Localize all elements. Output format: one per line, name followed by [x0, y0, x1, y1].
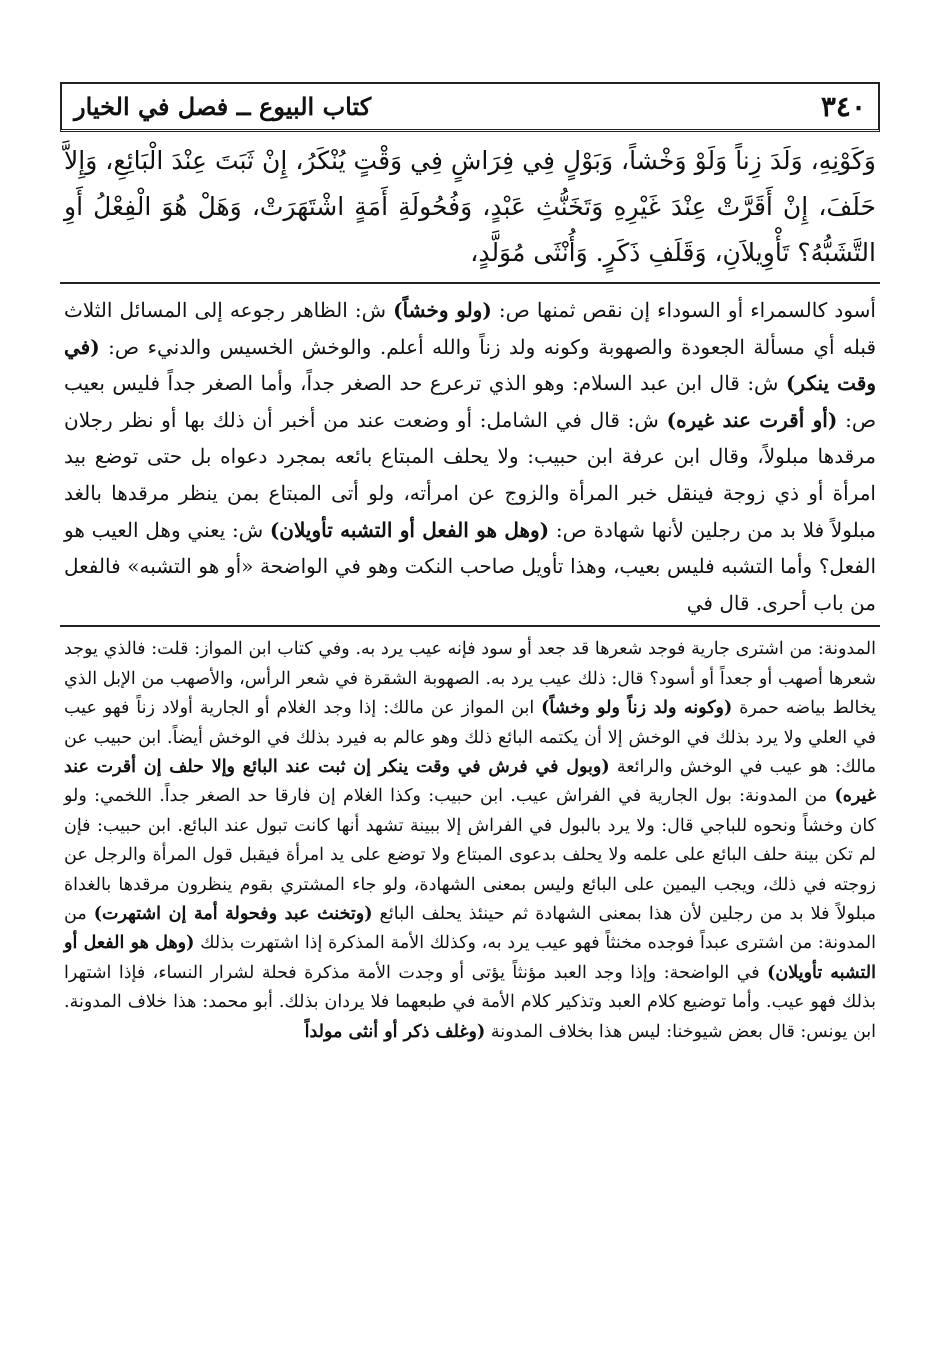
footnote-text: من المدونة: من اشترى عبداً فوجده مخنثاً فهو عيب يرد به، وكذلك الأمة المذكرة إذا اشتهرت بذلك [64, 904, 876, 954]
commentary-quote: (وهل هو الفعل أو التشبه تأويلان) [269, 517, 550, 542]
running-title: كتاب البيوع ــ فصل في الخيار [74, 92, 372, 121]
footnote-text: ابن المواز عن مالك: إذا وجد الغلام أو الجارية أولاد زناً فهو عيب في العلي ولا يرد بذلك في الوخش إلا أن يكتمه البائع ذلك وهو عالم به فيرد بذلك في الوخش أيضاً. ابن حبيب عن مالك: هو عيب في الوخش والرائعة [64, 698, 876, 777]
main-text-paragraph: وَكَوْنِهِ، وَلَدَ زِناً وَلَوْ وَخْشاً، وَبَوْلٍ فِي فِرَاشٍ فِي وَقْتٍ يُنْكَرُ، إِنْ ثَبَتَ عِنْدَ الْبَائِعِ، وَإِلاَّ حَلَفَ، إِنْ أَقَرَّتْ عِنْدَ غَيْرِهِ وَتَخَنُّثِ عَبْدٍ، وَفُحُولَةِ أَمَةٍ اشْتَهَرَتْ، وَهَلْ هُوَ الْفِعْلُ أَوِ التَّشَبُّهُ؟ تَأْوِيلاَنِ، وَقَلَفِ ذَكَرٍ. وَأُنْثَى مُوَلَّدٍ، [64, 146, 876, 267]
commentary-paragraph [64, 292, 876, 621]
page-number: ٣٤٠ [820, 90, 866, 123]
footnote-text: من المدونة: بول الجارية في الفراش عيب. ابن حبيب: وكذا الغلام إن فارقا حد الصغر جداً. اللخمي: ولو كان وخشاً ونحوه للباجي قال: ولا يرد بالبول في الفراش إلا ببينة تشهد أنها كانت تبول عند البائع. ابن حبيب: فإن لم تكن بينة حلف البائع على علمه ولا يحلف بدعوى المبتاع ولا توضع على يد امرأة فيقبل قول المرأة والرجل عن زوجته في ذلك، ويجب اليمين على البائع وليس بمعنى الشهادة، ولو جاء المشتري بقوم ينظرون مرقدها بالغداة مبلولاً فلا بد من رجلين لأن هذا بمعنى الشهادة ثم حينئذ يحلف البائع [64, 786, 876, 924]
footnote-quote: (وكونه ولد زناً ولو وخشاً) [541, 698, 733, 719]
commentary-text: ش: الظاهر رجوعه إلى المسائل الثلاث قبله أي مسألة الجعودة والصهوبة وكونه ولد زناً والله أعلم. والوخش الخسيس والدنيء ص: [64, 298, 876, 359]
commentary-quote: (أو أقرت عند غيره) [666, 407, 838, 432]
commentary [60, 292, 880, 627]
main-text [60, 138, 880, 284]
commentary-text: أسود كالسمراء أو السوداء إن نقص ثمنها ص: [491, 298, 876, 322]
commentary-quote: (ولو وخشاً) [393, 298, 492, 322]
commentary-quote: (في وقت ينكر) [64, 334, 876, 396]
footnote-paragraph [64, 635, 876, 1047]
footnote-quote: (وتخنث عبد وفحولة أمة إن اشتهرت) [93, 904, 373, 924]
commentary-text: ش: قال ابن عبد السلام: وهو الذي ترعرع حد الصغر جداً، وأما الصغر جداً فليس بعيب ص: [64, 371, 877, 432]
footnote-quote: (وبول في فرش في وقت ينكر إن ثبت عند البائع وإلا حلف إن أقرت عند غيره) [64, 756, 876, 807]
footnote-text: في الواضحة: وإذا وجد العبد مؤنثاً يؤتى أو وجدت الأمة مذكرة فحلة لشرار النساء، فإذا اشتهرا بذلك فهو عيب. وأما توضيع كلام العبد وتذكير كلام الأمة في طبعهما فلا يردان بذلك. أبو محمد: هذا خلاف المدونة. ابن يونس: قال بعض شيوخنا: ليس هذا بخلاف المدونة [64, 962, 876, 1042]
page-header [60, 82, 880, 132]
footnote-quote: (وهل هو الفعل أو التشبه تأويلان) [64, 933, 876, 983]
footnote-commentary [60, 635, 880, 1047]
commentary-text: ش: يعني وهل العيب هو الفعل؟ وأما التشبه فليس بعيب، وهذا تأويل صاحب النكت وهو في الواضحة «أو هو التشبه» فالفعل من باب أحرى. قال في [64, 517, 876, 615]
footnote-quote: (وغلف ذكر أو أنثى مولداً [304, 1021, 486, 1042]
commentary-text: ش: قال في الشامل: أو وضعت عند من أخبر أن ذلك بها أو نظر رجلان مرقدها مبلولاً، وقال ابن عرفة ابن حبيب: ولا يحلف المبتاع بائعه بمجرد دعواه بل حتى توضع بيد امرأة أو ذي زوجة فينقل خبر المرأة والزوج عن امرأته، ولو أتى المبتاع بمن ينظر مرقدها بالغد مبلولاً فلا بد من رجلين لأنها شهادة ص: [64, 407, 877, 542]
footnote-text: المدونة: من اشترى جارية فوجد شعرها قد جعد أو سود فإنه عيب يرد به. وفي كتاب ابن المواز: قلت: فالذي يوجد شعرها أصهب أو جعداً أو أسود؟ قال: ذلك عيب يرد به. الصهوبة الشقرة في شعر الرأس، والأصهب من الإبل الذي يخالط بياضه حمرة [64, 639, 876, 719]
book-page [60, 82, 880, 1342]
